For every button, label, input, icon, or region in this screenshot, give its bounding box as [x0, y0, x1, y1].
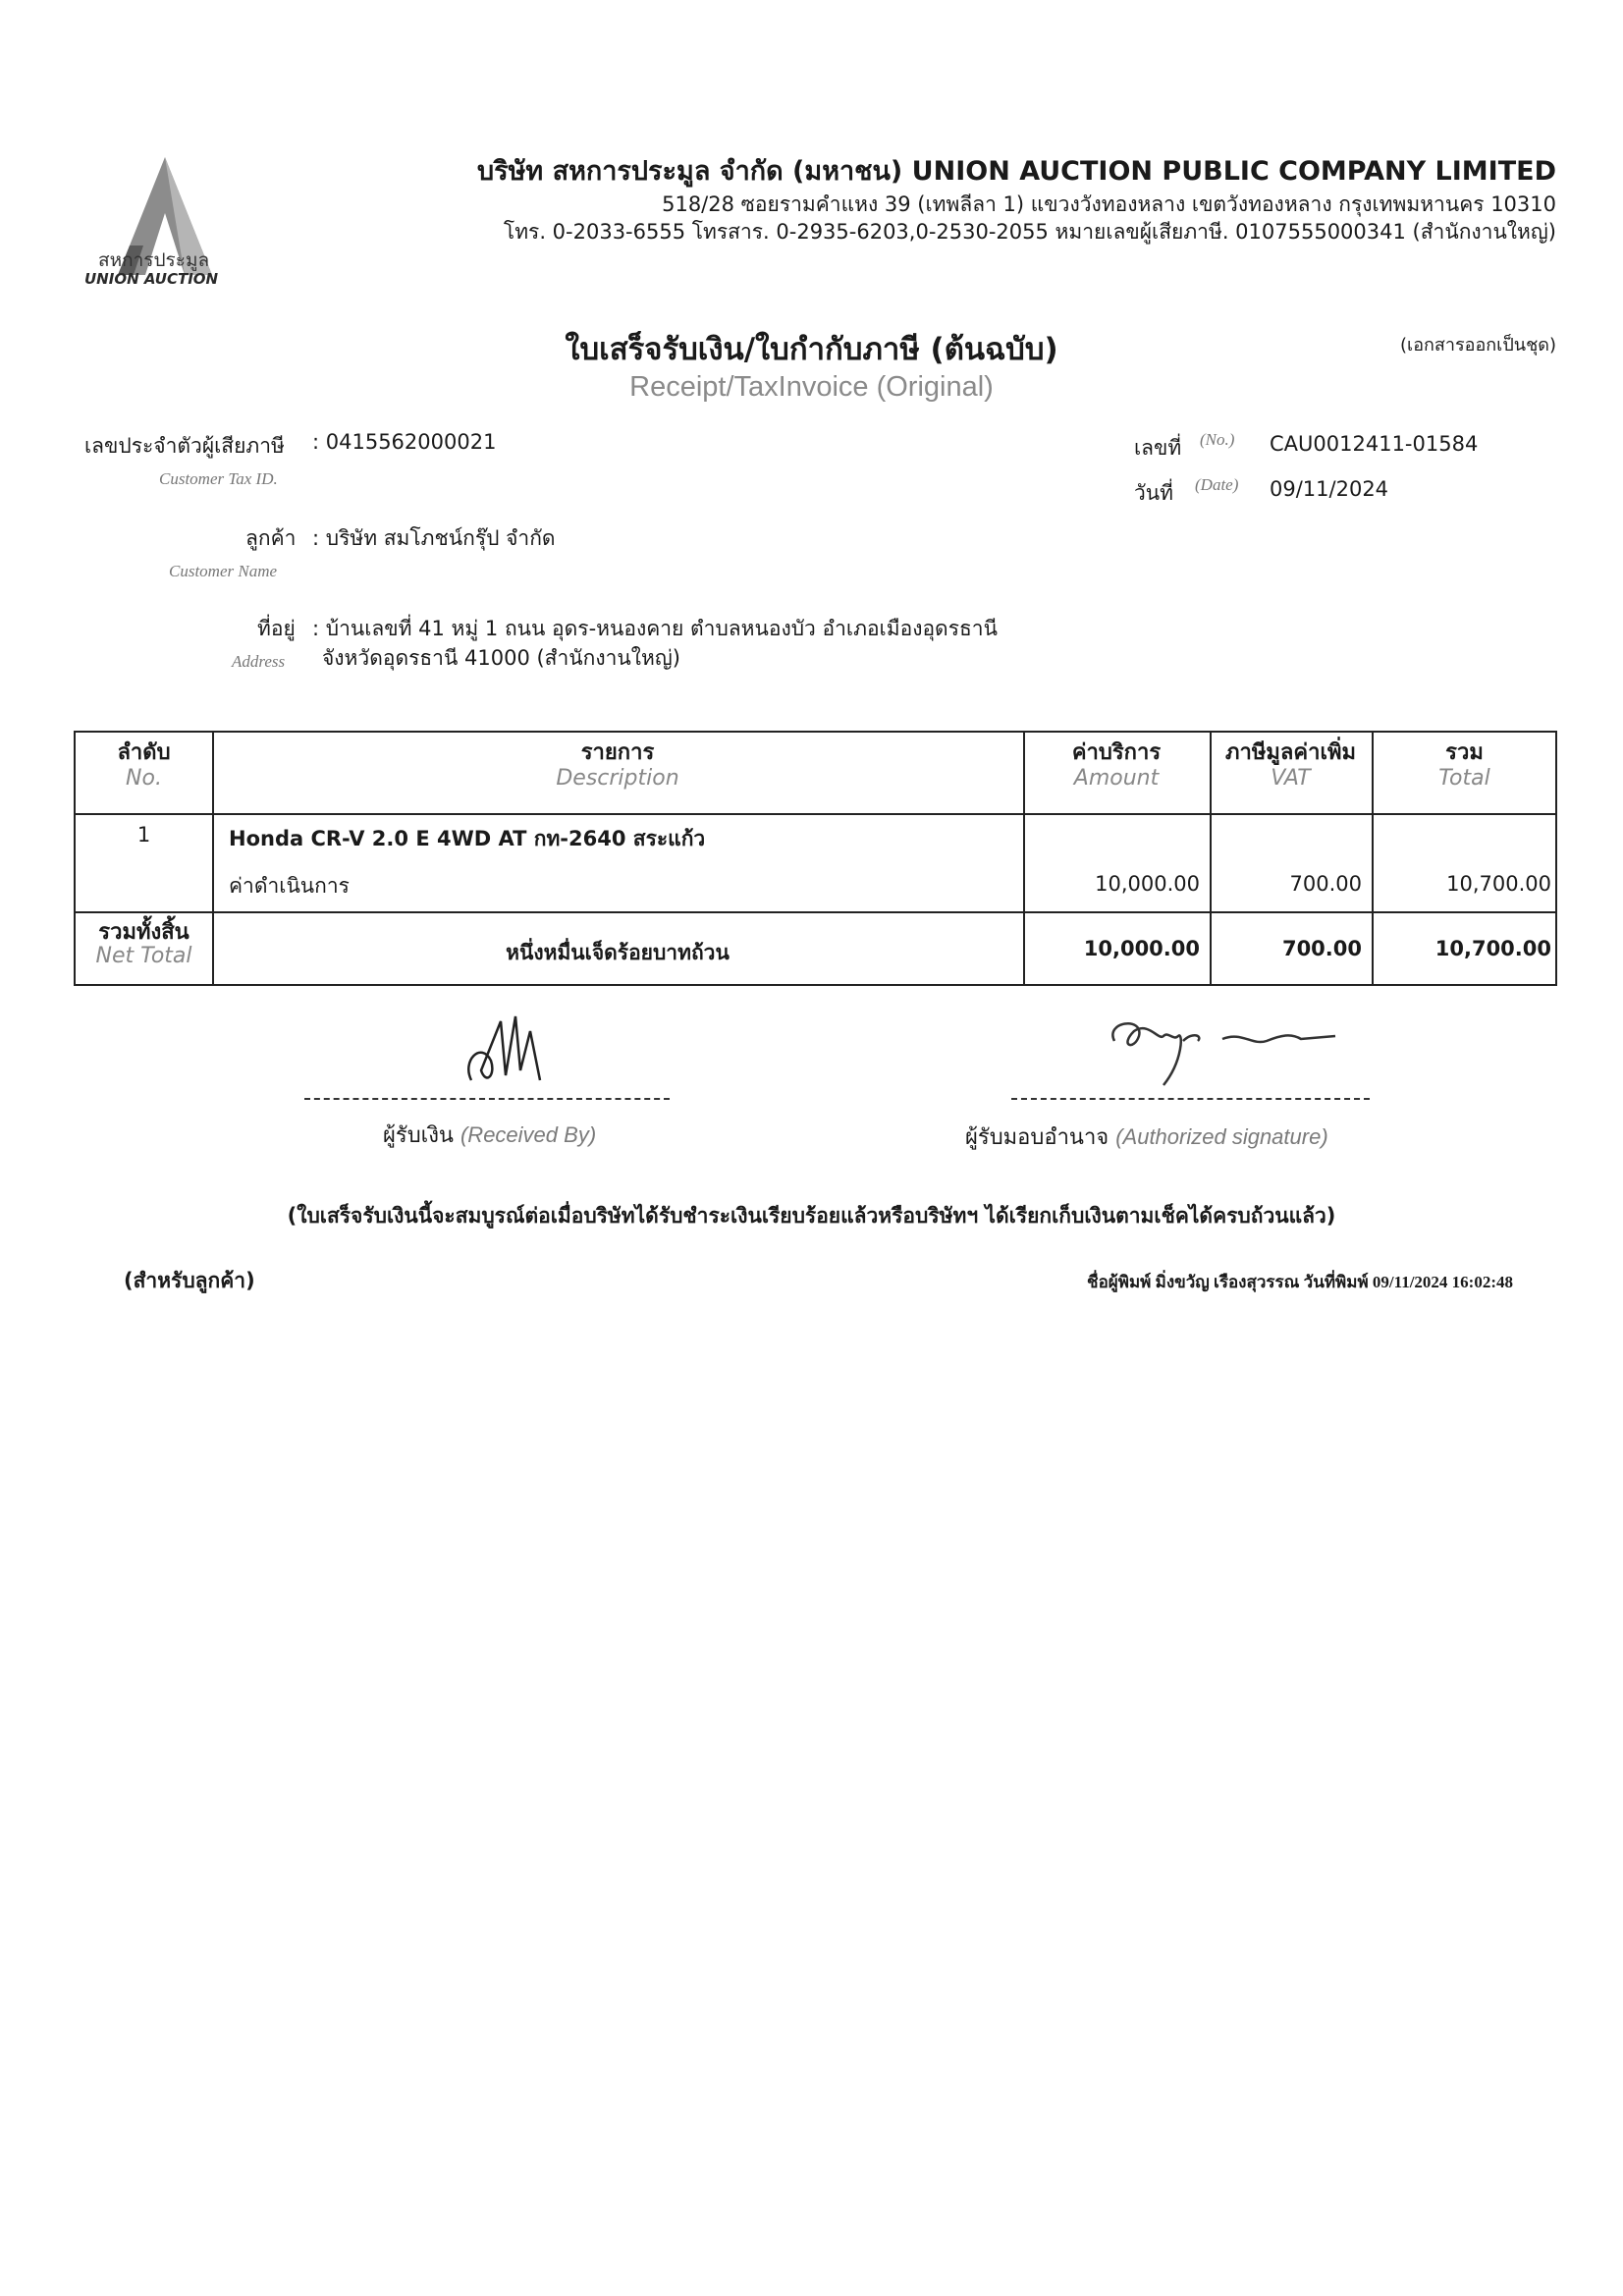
item-amount: 10,000.00 [1095, 872, 1200, 896]
tax-id-value: : 0415562000021 [312, 430, 497, 454]
company-address: 518/28 ซอยรามคำแหง 39 (เทพลีลา 1) แขวงวังทองหลาง เขตวังทองหลาง กรุงเทพมหานคร 10310 [662, 192, 1556, 216]
customer-name-label: ลูกค้า [245, 526, 297, 550]
item-title: Honda CR-V 2.0 E 4WD AT กท-2640 สระแก้ว [229, 827, 706, 850]
authorized-caption: ผู้รับมอบอำนาจ (Authorized signature) [965, 1124, 1328, 1150]
tax-id-label: เลขประจำตัวผู้เสียภาษี [84, 434, 285, 458]
receiver-caption: ผู้รับเงิน (Received By) [383, 1122, 597, 1148]
net-total-words: หนึ่งหมื่นเจ็ดร้อยบาทถ้วน [506, 941, 730, 964]
items-table [74, 731, 1557, 986]
company-name: บริษัท สหการประมูล จำกัด (มหาชน) UNION AUCTION PUBLIC COMPANY LIMITED [476, 156, 1556, 187]
header-amount: ค่าบริการ Amount [1071, 740, 1162, 791]
document-title-thai: ใบเสร็จรับเงิน/ใบกำกับภาษี (ต้นฉบับ) [565, 332, 1058, 367]
document-set-note: (เอกสารออกเป็นชุด) [1400, 335, 1556, 355]
customer-name-value: : บริษัท สมโภชน์กรุ๊ป จำกัด [312, 526, 556, 550]
item-total: 10,700.00 [1446, 872, 1551, 896]
address-label: ที่อยู่ [257, 617, 296, 640]
address-label-en: Address [232, 652, 286, 671]
document-title-english: Receipt/TaxInvoice (Original) [629, 371, 994, 403]
net-total-total: 10,700.00 [1434, 937, 1551, 960]
doc-no-label-en: (No.) [1200, 430, 1235, 449]
item-vat: 700.00 [1289, 872, 1362, 896]
net-total-label: รวมทั้งสิ้น Net Total [95, 920, 192, 968]
header-total: รวม Total [1438, 740, 1490, 791]
address-line-1: : บ้านเลขที่ 41 หมู่ 1 ถนน อุดร-หนองคาย ตำบลหนองบัว อำเภอเมืองอุดรธานี [312, 617, 998, 640]
header-description: รายการ Description [556, 740, 679, 791]
header-vat: ภาษีมูลค่าเพิ่ม VAT [1225, 740, 1356, 791]
date-value: 09/11/2024 [1270, 477, 1389, 501]
receiver-signature-line [304, 1098, 670, 1100]
date-label-en: (Date) [1195, 475, 1239, 494]
item-detail: ค่าดำเนินการ [229, 874, 350, 898]
authorized-signature-line [1011, 1098, 1370, 1100]
address-line-2: จังหวัดอุดรธานี 41000 (สำนักงานใหญ่) [322, 646, 680, 670]
for-customer-label: (สำหรับลูกค้า) [124, 1269, 255, 1292]
company-contact: โทร. 0-2033-6555 โทรสาร. 0-2935-6203,0-2530-2055 หมายเลขผู้เสียภาษี. 0107555000341 (สำนักงานใหญ่) [503, 220, 1556, 244]
receiver-signature-icon [452, 1002, 569, 1100]
net-total-amount: 10,000.00 [1083, 937, 1200, 960]
logo-thai-text: สหการประมูล [98, 249, 210, 271]
doc-no-label: เลขที่ [1134, 436, 1182, 460]
printed-by: ชื่อผู้พิมพ์ มิ่งขวัญ เรืองสุวรรณ วันที่พิมพ์ 09/11/2024 16:02:48 [1087, 1273, 1513, 1291]
completion-note: (ใบเสร็จรับเงินนี้จะสมบูรณ์ต่อเมื่อบริษัทได้รับชำระเงินเรียบร้อยแล้วหรือบริษัทฯ ได้เรียกเก็บเงินตามเช็คได้ครบถ้วนแล้ว) [287, 1204, 1336, 1228]
customer-name-label-en: Customer Name [169, 562, 278, 580]
logo-english-text: UNION AUCTION [84, 270, 219, 288]
authorized-signature-icon [1105, 1002, 1340, 1090]
net-total-vat: 700.00 [1281, 937, 1362, 960]
item-no: 1 [136, 823, 151, 847]
header-no: ลำดับ No. [117, 740, 171, 791]
date-label: วันที่ [1134, 481, 1173, 505]
doc-no-value: CAU0012411-01584 [1270, 432, 1479, 456]
tax-id-label-en: Customer Tax ID. [159, 469, 278, 488]
